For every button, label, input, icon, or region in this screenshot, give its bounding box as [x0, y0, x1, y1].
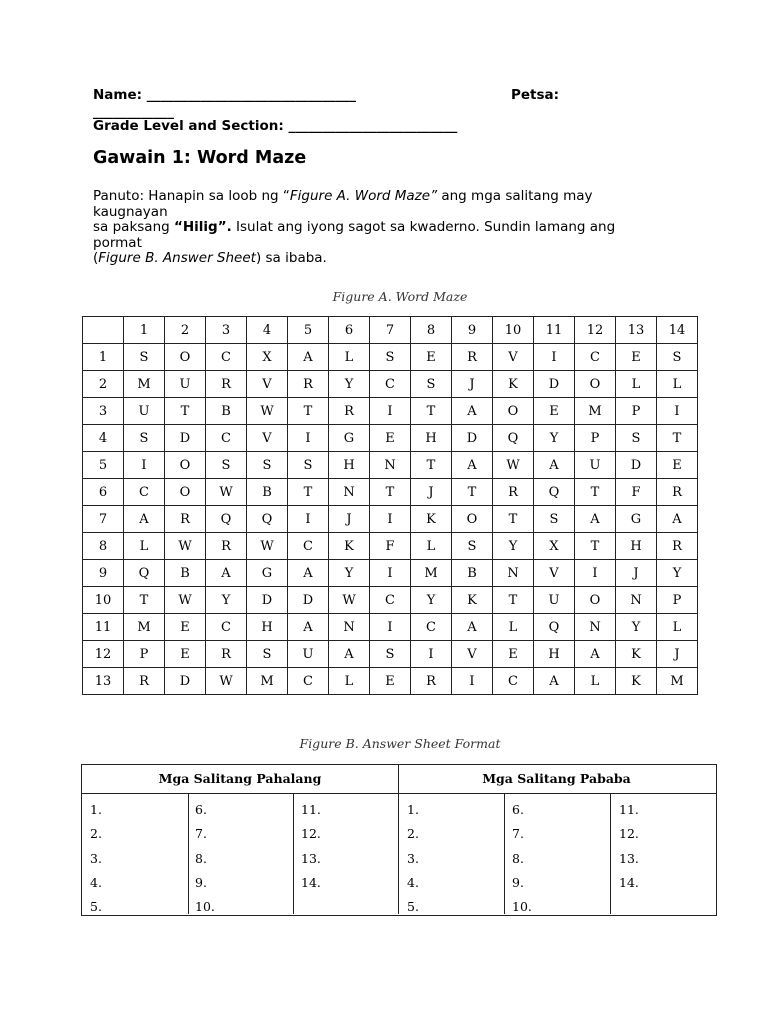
maze-column-number: 8	[411, 317, 452, 344]
maze-letter-cell[interactable]: U	[288, 641, 329, 668]
instructions-line-5	[93, 251, 663, 267]
maze-letter-cell[interactable]: I	[657, 398, 698, 425]
maze-letter-cell[interactable]: T	[493, 587, 534, 614]
maze-letter-cell[interactable]: H	[247, 614, 288, 641]
maze-letter-cell[interactable]: R	[206, 533, 247, 560]
maze-letter-cell[interactable]: U	[124, 398, 165, 425]
maze-column-number: 4	[247, 317, 288, 344]
maze-letter-cell[interactable]: M	[657, 668, 698, 695]
answer-slot[interactable]: 13.	[619, 850, 639, 866]
instructions-text: (	[93, 250, 99, 266]
name-field[interactable]: Name: _______________________________	[93, 87, 356, 103]
maze-letter-cell[interactable]: T	[411, 398, 452, 425]
maze-letter-cell[interactable]: M	[411, 560, 452, 587]
maze-letter-cell[interactable]: R	[657, 533, 698, 560]
answer-slot[interactable]: 6.	[195, 802, 207, 817]
maze-letter-cell[interactable]: L	[575, 668, 616, 695]
vertical-words-heading: Mga Salitang Pababa	[482, 771, 631, 786]
divider	[188, 793, 189, 914]
instructions-text: ) sa ibaba.	[255, 250, 327, 266]
maze-letter-cell[interactable]: W	[247, 398, 288, 425]
maze-row	[83, 398, 698, 425]
maze-letter-cell[interactable]: E	[165, 614, 206, 641]
maze-letter-cell[interactable]: B	[247, 479, 288, 506]
maze-letter-cell[interactable]: L	[657, 614, 698, 641]
maze-letter-cell[interactable]: I	[288, 425, 329, 452]
maze-letter-cell[interactable]: L	[329, 344, 370, 371]
maze-letter-cell[interactable]: U	[575, 452, 616, 479]
instructions	[93, 189, 663, 267]
maze-letter-cell[interactable]: C	[411, 614, 452, 641]
maze-letter-cell[interactable]: C	[575, 344, 616, 371]
maze-letter-cell[interactable]: W	[329, 587, 370, 614]
answer-slot[interactable]: 8.	[195, 850, 207, 866]
maze-row-number: 3	[83, 398, 124, 425]
maze-column-header-row	[83, 317, 698, 344]
activity-title: Gawain 1: Word Maze	[93, 148, 307, 168]
maze-letter-cell[interactable]: C	[124, 479, 165, 506]
maze-letter-cell[interactable]: W	[247, 533, 288, 560]
maze-letter-cell[interactable]: D	[165, 425, 206, 452]
answer-slot[interactable]: 12.	[301, 826, 321, 842]
maze-letter-cell[interactable]: T	[288, 479, 329, 506]
maze-column-number: 1	[124, 317, 165, 344]
maze-letter-cell[interactable]: S	[288, 452, 329, 479]
maze-letter-cell[interactable]: O	[165, 452, 206, 479]
maze-column-number: 14	[657, 317, 698, 344]
maze-letter-cell[interactable]: E	[370, 668, 411, 695]
maze-letter-cell[interactable]: P	[124, 641, 165, 668]
maze-letter-cell[interactable]: O	[493, 398, 534, 425]
answer-slot[interactable]: 3.	[407, 850, 419, 866]
date-field[interactable]: ____________	[93, 104, 174, 120]
maze-letter-cell[interactable]: M	[575, 398, 616, 425]
maze-column-number: 10	[493, 317, 534, 344]
maze-letter-cell[interactable]: I	[288, 506, 329, 533]
maze-letter-cell[interactable]: K	[616, 668, 657, 695]
maze-letter-cell[interactable]: O	[165, 479, 206, 506]
maze-letter-cell[interactable]: C	[206, 344, 247, 371]
maze-letter-cell[interactable]: U	[534, 587, 575, 614]
vertical-answers-col-3	[619, 798, 639, 895]
maze-letter-cell[interactable]: S	[452, 533, 493, 560]
maze-letter-cell[interactable]: D	[534, 371, 575, 398]
maze-row-number: 7	[83, 506, 124, 533]
answer-slot[interactable]: 2.	[407, 826, 419, 842]
instructions-line-3	[93, 220, 663, 236]
maze-letter-cell[interactable]: I	[124, 452, 165, 479]
maze-letter-cell[interactable]: Y	[493, 533, 534, 560]
maze-letter-cell[interactable]: K	[411, 506, 452, 533]
maze-letter-cell[interactable]: B	[452, 560, 493, 587]
maze-letter-cell[interactable]: K	[452, 587, 493, 614]
maze-letter-cell[interactable]: C	[370, 587, 411, 614]
answer-slot[interactable]: 8.	[512, 850, 524, 866]
maze-letter-cell[interactable]: P	[657, 587, 698, 614]
answer-slot[interactable]: 14.	[301, 874, 321, 890]
maze-letter-cell[interactable]: Y	[616, 614, 657, 641]
maze-letter-cell[interactable]: I	[370, 560, 411, 587]
instructions-line-1	[93, 189, 663, 205]
maze-letter-cell[interactable]: W	[165, 587, 206, 614]
maze-letter-cell[interactable]: X	[534, 533, 575, 560]
maze-letter-cell[interactable]: R	[657, 479, 698, 506]
maze-letter-cell[interactable]: S	[411, 371, 452, 398]
maze-letter-cell[interactable]: W	[206, 479, 247, 506]
maze-letter-cell[interactable]: S	[206, 452, 247, 479]
answer-sheet-header	[82, 765, 716, 794]
maze-letter-cell[interactable]: I	[534, 344, 575, 371]
maze-letter-cell[interactable]: J	[616, 560, 657, 587]
maze-letter-cell[interactable]: H	[329, 452, 370, 479]
maze-letter-cell[interactable]: V	[247, 371, 288, 398]
maze-letter-cell[interactable]: T	[411, 452, 452, 479]
instructions-text: Panuto: Hanapin sa loob ng “	[93, 188, 290, 204]
maze-letter-cell[interactable]: R	[206, 641, 247, 668]
maze-letter-cell[interactable]: V	[452, 641, 493, 668]
maze-letter-cell[interactable]: T	[452, 479, 493, 506]
maze-letter-cell[interactable]: R	[493, 479, 534, 506]
maze-row-number: 11	[83, 614, 124, 641]
maze-letter-cell[interactable]: R	[288, 371, 329, 398]
figure-a-reference: Figure A. Word Maze”	[289, 188, 438, 204]
answer-slot[interactable]: 13.	[301, 850, 321, 866]
answer-slot[interactable]: 9.	[195, 874, 207, 890]
maze-column-number: 13	[616, 317, 657, 344]
answer-sheet-table	[81, 764, 717, 916]
answer-slot[interactable]: 7.	[512, 826, 524, 842]
maze-letter-cell[interactable]: Q	[124, 560, 165, 587]
maze-row	[83, 506, 698, 533]
divider	[293, 793, 294, 914]
maze-letter-cell[interactable]: L	[657, 371, 698, 398]
answer-slot[interactable]: 3.	[90, 850, 102, 866]
maze-letter-cell[interactable]: I	[370, 398, 411, 425]
maze-letter-cell[interactable]: D	[616, 452, 657, 479]
maze-letter-cell[interactable]: O	[452, 506, 493, 533]
answer-slot[interactable]: 12.	[619, 826, 639, 842]
maze-letter-cell[interactable]: Q	[534, 479, 575, 506]
maze-letter-cell[interactable]: P	[575, 425, 616, 452]
instructions-text: sa paksang	[93, 219, 174, 235]
answer-slot[interactable]: 5.	[90, 899, 102, 915]
maze-row-number: 1	[83, 344, 124, 371]
maze-column-number: 2	[165, 317, 206, 344]
maze-letter-cell[interactable]: A	[452, 452, 493, 479]
vertical-answers-col-1	[407, 798, 419, 919]
maze-row	[83, 641, 698, 668]
maze-letter-cell[interactable]: G	[247, 560, 288, 587]
vertical-answers-col-2	[512, 798, 532, 919]
maze-letter-cell[interactable]: S	[657, 344, 698, 371]
answer-slot[interactable]: 9.	[512, 874, 524, 890]
answer-slot[interactable]: 5.	[407, 899, 419, 915]
maze-letter-cell[interactable]: I	[370, 506, 411, 533]
maze-letter-cell[interactable]: S	[370, 344, 411, 371]
maze-letter-cell[interactable]: R	[165, 506, 206, 533]
maze-letter-cell[interactable]: S	[124, 425, 165, 452]
answer-slot[interactable]: 10.	[512, 899, 532, 915]
maze-letter-cell[interactable]: R	[329, 398, 370, 425]
maze-letter-cell[interactable]: L	[493, 614, 534, 641]
maze-row-number: 5	[83, 452, 124, 479]
answer-slot[interactable]: 10.	[195, 899, 215, 915]
maze-letter-cell[interactable]: Y	[657, 560, 698, 587]
maze-letter-cell[interactable]: D	[452, 425, 493, 452]
maze-letter-cell[interactable]: L	[124, 533, 165, 560]
maze-letter-cell[interactable]: U	[165, 371, 206, 398]
maze-letter-cell[interactable]: C	[288, 533, 329, 560]
answer-slot[interactable]: 4.	[90, 874, 102, 890]
maze-letter-cell[interactable]: K	[493, 371, 534, 398]
maze-letter-cell[interactable]: W	[206, 668, 247, 695]
maze-letter-cell[interactable]: N	[616, 587, 657, 614]
maze-letter-cell[interactable]: K	[616, 641, 657, 668]
maze-letter-cell[interactable]: F	[370, 533, 411, 560]
horizontal-answers-col-3	[301, 798, 321, 895]
maze-letter-cell[interactable]: Q	[247, 506, 288, 533]
maze-letter-cell[interactable]: W	[493, 452, 534, 479]
maze-letter-cell[interactable]: A	[534, 452, 575, 479]
maze-row	[83, 614, 698, 641]
maze-letter-cell[interactable]: V	[247, 425, 288, 452]
maze-letter-cell[interactable]: Q	[206, 506, 247, 533]
maze-letter-cell[interactable]: J	[411, 479, 452, 506]
maze-letter-cell[interactable]: E	[493, 641, 534, 668]
maze-column-number: 3	[206, 317, 247, 344]
maze-letter-cell[interactable]: M	[124, 371, 165, 398]
maze-row	[83, 344, 698, 371]
maze-letter-cell[interactable]: R	[206, 371, 247, 398]
maze-letter-cell[interactable]: A	[288, 344, 329, 371]
maze-letter-cell[interactable]: T	[288, 398, 329, 425]
maze-letter-cell[interactable]: H	[411, 425, 452, 452]
maze-corner-cell	[83, 317, 124, 344]
maze-letter-cell[interactable]: T	[575, 533, 616, 560]
maze-row	[83, 452, 698, 479]
maze-row-number: 10	[83, 587, 124, 614]
maze-letter-cell[interactable]: A	[329, 641, 370, 668]
maze-letter-cell[interactable]: R	[452, 344, 493, 371]
maze-letter-cell[interactable]: Q	[493, 425, 534, 452]
maze-letter-cell[interactable]: K	[329, 533, 370, 560]
answer-slot[interactable]: 4.	[407, 874, 419, 890]
maze-row-number: 2	[83, 371, 124, 398]
maze-letter-cell[interactable]: S	[534, 506, 575, 533]
answer-slot[interactable]: 11.	[301, 802, 321, 817]
maze-letter-cell[interactable]: J	[452, 371, 493, 398]
maze-column-number: 9	[452, 317, 493, 344]
maze-column-number: 12	[575, 317, 616, 344]
instructions-text: Isulat ang iyong sagot sa kwaderno. Sundin lamang ang	[231, 219, 616, 235]
maze-letter-cell[interactable]: O	[165, 344, 206, 371]
maze-letter-cell[interactable]: E	[411, 344, 452, 371]
maze-letter-cell[interactable]: B	[206, 398, 247, 425]
maze-row	[83, 479, 698, 506]
maze-column-number: 7	[370, 317, 411, 344]
maze-letter-cell[interactable]: Y	[534, 425, 575, 452]
maze-letter-cell[interactable]: S	[247, 452, 288, 479]
maze-row	[83, 560, 698, 587]
maze-letter-cell[interactable]: T	[124, 587, 165, 614]
maze-letter-cell[interactable]: X	[247, 344, 288, 371]
figure-a-caption: Figure A. Word Maze	[332, 289, 468, 304]
maze-letter-cell[interactable]: O	[575, 587, 616, 614]
maze-letter-cell[interactable]: A	[452, 398, 493, 425]
maze-letter-cell[interactable]: E	[657, 452, 698, 479]
maze-letter-cell[interactable]: R	[411, 668, 452, 695]
maze-letter-cell[interactable]: J	[657, 641, 698, 668]
maze-letter-cell[interactable]: T	[493, 506, 534, 533]
maze-letter-cell[interactable]: S	[124, 344, 165, 371]
maze-row-number: 13	[83, 668, 124, 695]
answer-slot[interactable]: 1.	[407, 802, 419, 817]
maze-letter-cell[interactable]: C	[206, 614, 247, 641]
maze-letter-cell[interactable]: S	[370, 641, 411, 668]
word-maze-grid	[82, 316, 698, 695]
maze-letter-cell[interactable]: L	[411, 533, 452, 560]
maze-letter-cell[interactable]: M	[124, 614, 165, 641]
maze-letter-cell[interactable]: S	[616, 425, 657, 452]
maze-row	[83, 371, 698, 398]
horizontal-answers-col-1	[90, 798, 102, 919]
maze-letter-cell[interactable]: I	[411, 641, 452, 668]
maze-letter-cell[interactable]: N	[329, 614, 370, 641]
maze-letter-cell[interactable]: E	[370, 425, 411, 452]
figure-b-reference: Figure B. Answer Sheet	[98, 250, 256, 266]
answer-slot[interactable]: 6.	[512, 802, 524, 817]
maze-letter-cell[interactable]: G	[616, 506, 657, 533]
maze-letter-cell[interactable]: A	[534, 668, 575, 695]
maze-letter-cell[interactable]: O	[575, 371, 616, 398]
maze-column-number: 11	[534, 317, 575, 344]
instructions-text: ang mga salitang may	[437, 188, 593, 204]
maze-letter-cell[interactable]: T	[165, 398, 206, 425]
answer-slot[interactable]: 1.	[90, 802, 102, 817]
maze-row-number: 4	[83, 425, 124, 452]
maze-letter-cell[interactable]: N	[575, 614, 616, 641]
maze-letter-cell[interactable]: I	[575, 560, 616, 587]
maze-letter-cell[interactable]: Q	[534, 614, 575, 641]
maze-letter-cell[interactable]: L	[329, 668, 370, 695]
maze-letter-cell[interactable]: L	[616, 371, 657, 398]
answer-slot[interactable]: 14.	[619, 874, 639, 890]
maze-row-number: 8	[83, 533, 124, 560]
maze-letter-cell[interactable]: C	[493, 668, 534, 695]
maze-row-number: 12	[83, 641, 124, 668]
grade-section-field[interactable]: Grade Level and Section: _________________________	[93, 118, 458, 134]
maze-letter-cell[interactable]: Y	[329, 560, 370, 587]
answer-slot[interactable]: 11.	[619, 802, 639, 817]
maze-letter-cell[interactable]: H	[534, 641, 575, 668]
maze-letter-cell[interactable]: D	[165, 668, 206, 695]
maze-letter-cell[interactable]: Y	[206, 587, 247, 614]
maze-letter-cell[interactable]: I	[452, 668, 493, 695]
maze-row	[83, 668, 698, 695]
maze-letter-cell[interactable]: P	[616, 398, 657, 425]
maze-column-number: 6	[329, 317, 370, 344]
maze-row	[83, 533, 698, 560]
maze-letter-cell[interactable]: C	[288, 668, 329, 695]
maze-letter-cell[interactable]: N	[493, 560, 534, 587]
maze-letter-cell[interactable]: T	[575, 479, 616, 506]
maze-letter-cell[interactable]: T	[370, 479, 411, 506]
date-label: Petsa:	[511, 87, 560, 103]
maze-letter-cell[interactable]: Y	[329, 371, 370, 398]
maze-letter-cell[interactable]: H	[616, 533, 657, 560]
figure-b-caption: Figure B. Answer Sheet Format	[299, 736, 501, 751]
maze-letter-cell[interactable]: V	[493, 344, 534, 371]
maze-letter-cell[interactable]: A	[657, 506, 698, 533]
maze-letter-cell[interactable]: D	[247, 587, 288, 614]
maze-letter-cell[interactable]: A	[124, 506, 165, 533]
maze-letter-cell[interactable]: B	[165, 560, 206, 587]
maze-row-number: 9	[83, 560, 124, 587]
maze-letter-cell[interactable]: V	[534, 560, 575, 587]
instructions-line-4: pormat	[93, 234, 142, 251]
maze-letter-cell[interactable]: E	[534, 398, 575, 425]
maze-letter-cell[interactable]: E	[616, 344, 657, 371]
topic-keyword: “Hilig”.	[173, 219, 232, 235]
maze-row	[83, 425, 698, 452]
maze-letter-cell[interactable]: W	[165, 533, 206, 560]
maze-letter-cell[interactable]: A	[452, 614, 493, 641]
maze-letter-cell[interactable]: I	[370, 614, 411, 641]
maze-letter-cell[interactable]: N	[370, 452, 411, 479]
maze-letter-cell[interactable]: T	[657, 425, 698, 452]
answer-slot[interactable]: 7.	[195, 826, 207, 842]
maze-letter-cell[interactable]: Y	[411, 587, 452, 614]
maze-column-number: 5	[288, 317, 329, 344]
divider	[610, 793, 611, 914]
maze-letter-cell[interactable]: S	[247, 641, 288, 668]
maze-letter-cell[interactable]: A	[575, 506, 616, 533]
maze-letter-cell[interactable]: N	[329, 479, 370, 506]
maze-letter-cell[interactable]: R	[124, 668, 165, 695]
maze-letter-cell[interactable]: F	[616, 479, 657, 506]
divider	[504, 793, 505, 914]
instructions-line-2: kaugnayan	[93, 203, 168, 220]
maze-letter-cell[interactable]: D	[288, 587, 329, 614]
maze-letter-cell[interactable]: M	[247, 668, 288, 695]
horizontal-words-heading: Mga Salitang Pahalang	[158, 771, 322, 786]
maze-letter-cell[interactable]: C	[206, 425, 247, 452]
maze-row-number: 6	[83, 479, 124, 506]
maze-letter-cell[interactable]: J	[329, 506, 370, 533]
horizontal-answers-col-2	[195, 798, 215, 919]
answer-slot[interactable]: 2.	[90, 826, 102, 842]
maze-letter-cell[interactable]: C	[370, 371, 411, 398]
maze-letter-cell[interactable]: G	[329, 425, 370, 452]
maze-letter-cell[interactable]: A	[575, 641, 616, 668]
maze-letter-cell[interactable]: A	[288, 560, 329, 587]
divider	[398, 765, 399, 914]
maze-row	[83, 587, 698, 614]
maze-letter-cell[interactable]: A	[206, 560, 247, 587]
maze-letter-cell[interactable]: A	[288, 614, 329, 641]
maze-letter-cell[interactable]: E	[165, 641, 206, 668]
